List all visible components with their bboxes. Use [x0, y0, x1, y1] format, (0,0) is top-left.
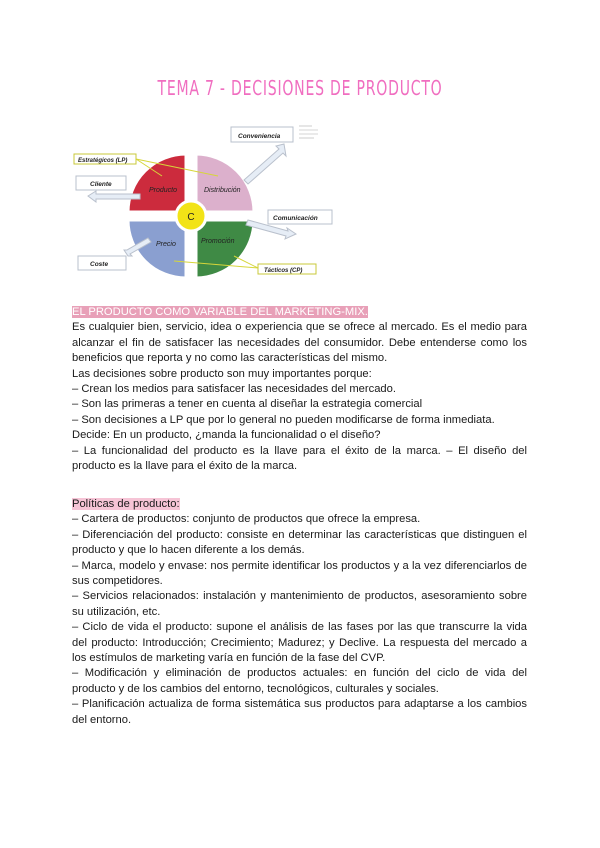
- conveniencia-arrow: [244, 144, 286, 184]
- conveniencia-label: Conveniencia: [238, 133, 281, 140]
- paragraph-funcionalidad: – La funcionalidad del producto es la llave para el éxito de la marca. – El diseño del producto es la llave para el éxito de la marca.: [72, 444, 527, 473]
- list-item: – Marca, modelo y envase: nos permite identificar los productos y a la vez diferenciarlos de sus competidores.: [72, 559, 527, 588]
- coste-label: Coste: [90, 261, 109, 268]
- comunicacion-label: Comunicación: [273, 215, 318, 222]
- paragraph-decisiones: Las decisiones sobre producto son muy importantes porque:: [72, 367, 372, 380]
- list-item: – Ciclo de vida el producto: supone el análisis de las fases por las que transcurre la vida del producto: Introducción; Crecimiento; Madurez; y Declive. La respuesta del mercado a los estímulos de marketing varía en función de la fase del CVP.: [72, 621, 527, 665]
- list-item: – Cartera de productos: conjunto de productos que ofrece la empresa.: [72, 513, 421, 526]
- label-producto: Producto: [149, 187, 178, 194]
- marketing-mix-diagram: [66, 116, 346, 286]
- cliente-label: Cliente: [90, 181, 112, 188]
- list-item: – Son las primeras a tener en cuenta al diseñar la estrategia comercial: [72, 398, 423, 411]
- list-item: – Planificación actualiza de forma sistemática sus productos para adaptarse a los cambios del entorno.: [72, 698, 527, 726]
- estrategicos-label: Estratégicos (LP): [78, 158, 128, 164]
- quadrant-producto: [128, 154, 186, 212]
- center-label: C: [187, 212, 195, 223]
- section-politicas: [72, 497, 527, 728]
- page-title: TEMA 7 - DECISIONES DE PRODUCTO: [157, 76, 443, 100]
- list-item: – Diferenciación del producto: consiste en determinar las características que distinguen el producto y que lo hacen diferente a los demás.: [72, 528, 527, 557]
- label-distribucion: Distribución: [204, 187, 241, 194]
- paragraph-decide: Decide: En un producto, ¿manda la funcionalidad o el diseño?: [72, 429, 381, 442]
- section-heading: Políticas de producto:: [72, 498, 180, 510]
- section-producto: [72, 305, 527, 474]
- list-item: – Servicios relacionados: instalación y mantenimiento de productos, asesoramiento sobre su utilización, etc.: [72, 590, 527, 618]
- quadrant-promocion: [196, 220, 254, 278]
- section-heading: EL PRODUCTO COMO VARIABLE DEL MARKETING-MIX.: [72, 306, 368, 318]
- list-item: – Crean los medios para satisfacer las necesidades del mercado.: [72, 383, 396, 396]
- list-item: – Son decisiones a LP que por lo general no pueden modificarse de forma inmediata.: [72, 413, 495, 426]
- quadrant-distribucion: [196, 154, 254, 212]
- tacticos-label: Tácticos (CP): [264, 268, 303, 274]
- paragraph-definicion: Es cualquier bien, servicio, idea o experiencia que se ofrece al mercado. Es el medio para alcanzar el fin de satisfacer las necesidades del consumidor. Debe entenderse como los beneficios que reporta y no como las características del mismo.: [72, 321, 527, 365]
- label-promocion: Promoción: [201, 238, 235, 245]
- list-item: – Modificación y eliminación de productos actuales: en función del ciclo de vida del producto y de los cambios del entorno, tecnológicos, culturales y sociales.: [72, 667, 527, 695]
- label-precio: Precio: [156, 241, 176, 248]
